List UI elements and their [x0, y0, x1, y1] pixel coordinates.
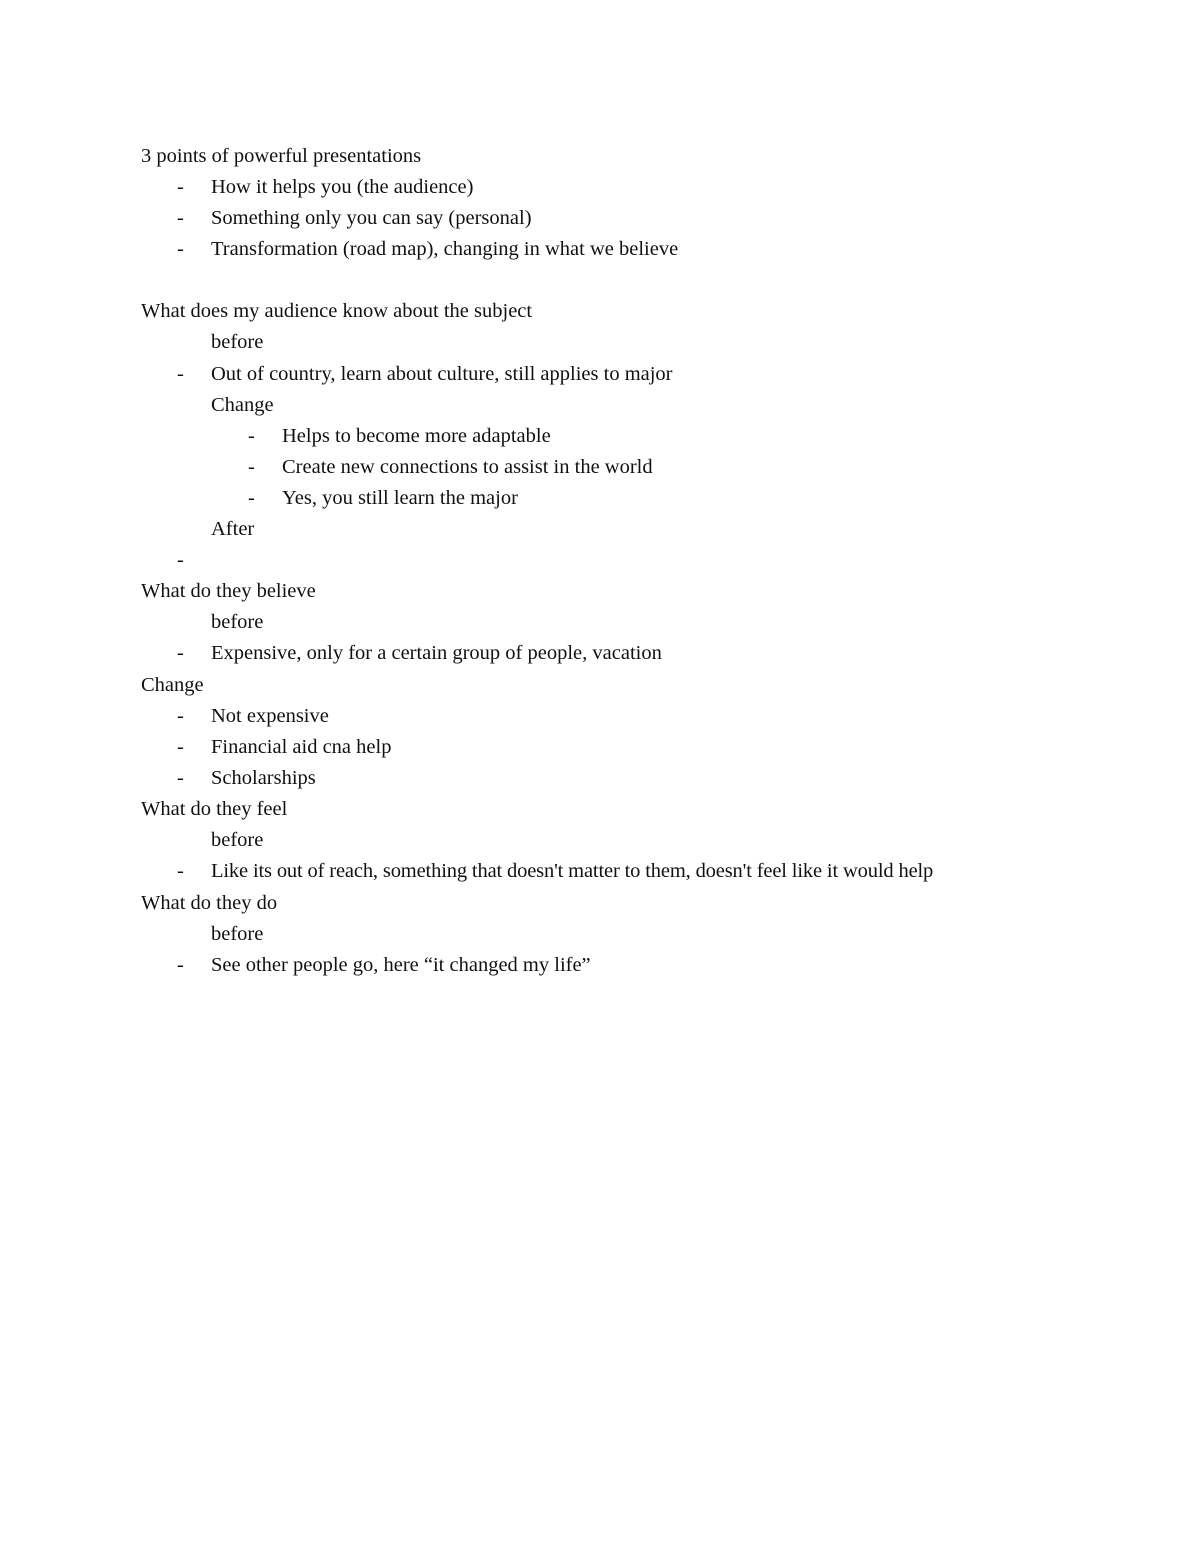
bullet-dash: - — [248, 456, 255, 478]
list-item: Financial aid cna help — [211, 736, 392, 758]
heading-believe: What do they believe — [141, 580, 316, 602]
list-item: See other people go, here “it changed my life” — [211, 954, 591, 976]
list-item: Helps to become more adaptable — [282, 425, 551, 447]
list-item: Expensive, only for a certain group of people, vacation — [211, 642, 662, 664]
list-item: Create new connections to assist in the world — [282, 456, 653, 478]
bullet-dash: - — [177, 705, 184, 727]
bullet-dash: - — [248, 425, 255, 447]
list-item: Out of country, learn about culture, still applies to major — [211, 363, 673, 385]
heading-audience-know: What does my audience know about the subject — [141, 300, 533, 322]
list-item: Something only you can say (personal) — [211, 207, 532, 229]
label-change: Change — [141, 674, 204, 696]
bullet-dash: - — [177, 767, 184, 789]
label-before: before — [211, 331, 264, 353]
label-before: before — [211, 829, 264, 851]
heading-three-points: 3 points of powerful presentations — [141, 145, 422, 167]
heading-do: What do they do — [141, 892, 278, 914]
bullet-dash: - — [177, 642, 184, 664]
list-item: Yes, you still learn the major — [282, 487, 518, 509]
bullet-dash: - — [177, 238, 184, 260]
bullet-dash: - — [177, 954, 184, 976]
bullet-dash: - — [177, 207, 184, 229]
bullet-dash: - — [177, 736, 184, 758]
bullet-dash: - — [177, 860, 184, 882]
bullet-dash-empty: - — [177, 549, 184, 571]
label-change: Change — [211, 394, 274, 416]
heading-feel: What do they feel — [141, 798, 288, 820]
list-item: Not expensive — [211, 705, 329, 727]
bullet-dash: - — [248, 487, 255, 509]
label-before: before — [211, 923, 264, 945]
bullet-dash: - — [177, 363, 184, 385]
bullet-dash: - — [177, 176, 184, 198]
label-before: before — [211, 611, 264, 633]
list-item: Scholarships — [211, 767, 316, 789]
list-item: Like its out of reach, something that doesn't matter to them, doesn't feel like it would help — [211, 860, 934, 882]
label-after: After — [211, 518, 255, 540]
list-item: How it helps you (the audience) — [211, 176, 474, 198]
list-item: Transformation (road map), changing in what we believe — [211, 238, 679, 260]
